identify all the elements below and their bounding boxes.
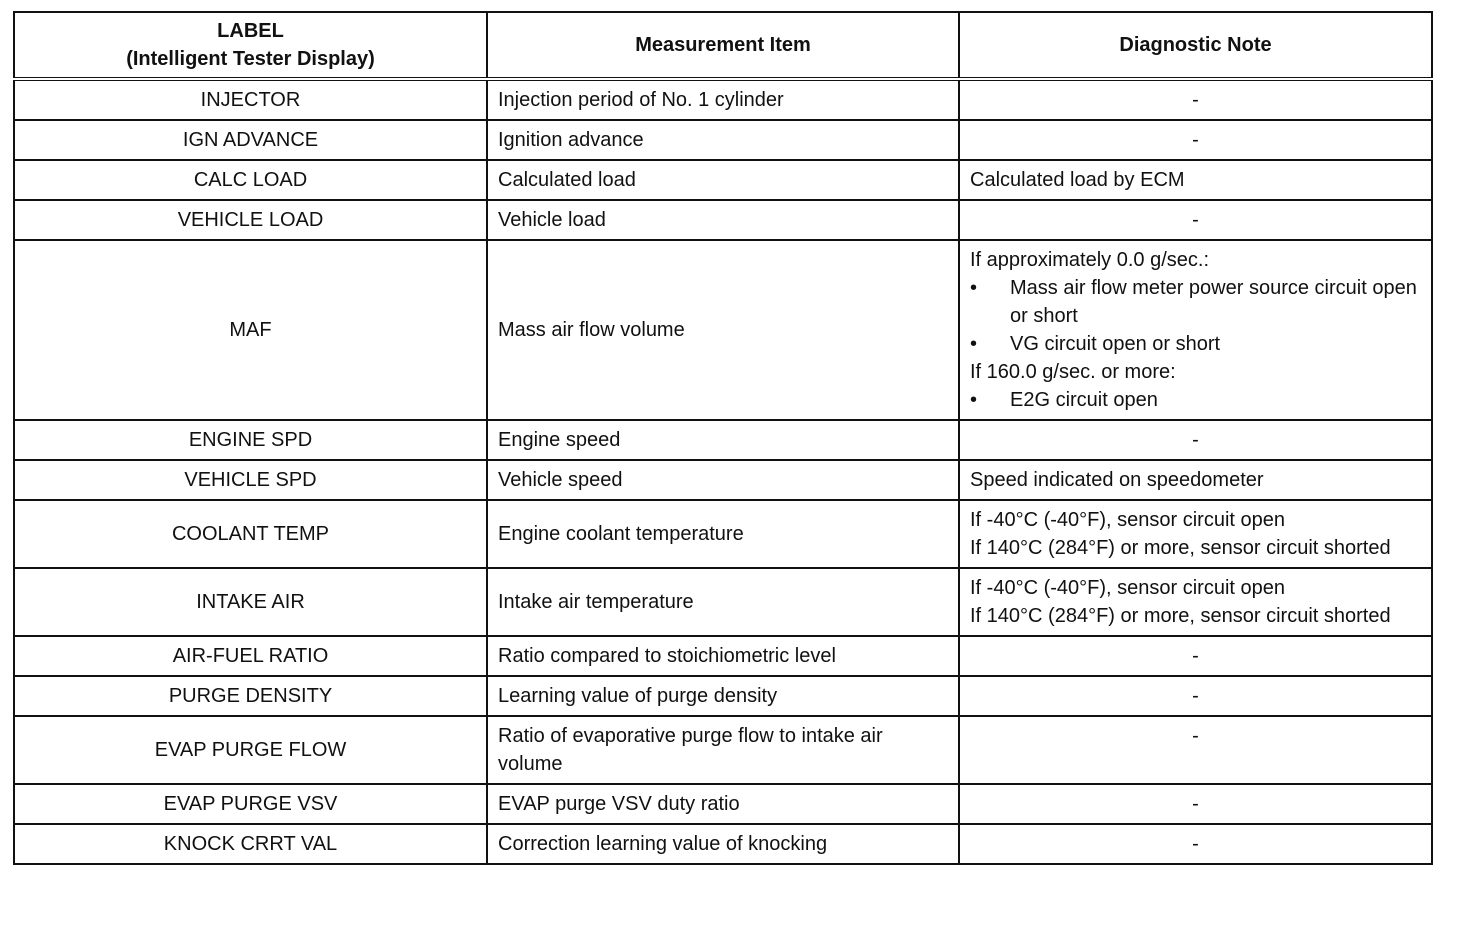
label-cell: EVAP PURGE VSV (14, 784, 487, 824)
label-cell: IGN ADVANCE (14, 120, 487, 160)
note-bullet: • Mass air flow meter power source circuit open or short (970, 274, 1421, 330)
measurement-item-cell: Intake air temperature (487, 568, 959, 636)
label-cell: KNOCK CRRT VAL (14, 824, 487, 864)
table-row (14, 200, 1432, 240)
label-cell: PURGE DENSITY (14, 676, 487, 716)
measurement-item-cell: Engine speed (487, 420, 959, 460)
diagnostic-note-cell (959, 240, 1432, 420)
diagnostic-note-cell: - (959, 420, 1432, 460)
measurement-item-cell: Engine coolant temperature (487, 500, 959, 568)
table-row (14, 500, 1432, 568)
table-row (14, 79, 1432, 120)
label-cell: COOLANT TEMP (14, 500, 487, 568)
measurement-item-cell: Correction learning value of knocking (487, 824, 959, 864)
header-label (14, 12, 487, 79)
table-row (14, 824, 1432, 864)
diagnostic-note-cell (959, 568, 1432, 636)
table-row (14, 420, 1432, 460)
table-row (14, 784, 1432, 824)
note-line: If 140°C (284°F) or more, sensor circuit shorted (970, 605, 1391, 627)
diagnostic-note-cell: Calculated load by ECM (959, 160, 1432, 200)
diagnostic-note-cell: - (959, 79, 1432, 120)
table-body (14, 79, 1432, 864)
header-diagnostic-note: Diagnostic Note (959, 12, 1432, 79)
label-cell: INTAKE AIR (14, 568, 487, 636)
diagnostic-note-cell: - (959, 784, 1432, 824)
label-cell: VEHICLE SPD (14, 460, 487, 500)
diagnostic-data-table (13, 11, 1433, 865)
note-line: If 140°C (284°F) or more, sensor circuit shorted (970, 537, 1391, 559)
diagnostic-note-cell: Speed indicated on speedometer (959, 460, 1432, 500)
label-cell: INJECTOR (14, 79, 487, 120)
measurement-item-cell: Ratio compared to stoichiometric level (487, 636, 959, 676)
header-row (14, 12, 1432, 79)
label-cell: EVAP PURGE FLOW (14, 716, 487, 784)
table-row (14, 568, 1432, 636)
measurement-item-cell: Ratio of evaporative purge flow to intake air volume (487, 716, 959, 784)
measurement-item-cell: Mass air flow volume (487, 240, 959, 420)
table-row (14, 676, 1432, 716)
label-cell: VEHICLE LOAD (14, 200, 487, 240)
measurement-item-cell: Calculated load (487, 160, 959, 200)
diagnostic-note-cell: - (959, 824, 1432, 864)
note-line: If approximately 0.0 g/sec.: (970, 249, 1210, 271)
diagnostic-note-cell (959, 500, 1432, 568)
label-cell: AIR-FUEL RATIO (14, 636, 487, 676)
measurement-item-cell: Ignition advance (487, 120, 959, 160)
measurement-item-cell: Vehicle speed (487, 460, 959, 500)
measurement-item-cell: EVAP purge VSV duty ratio (487, 784, 959, 824)
diagnostic-note-cell: - (959, 716, 1432, 784)
label-cell: ENGINE SPD (14, 420, 487, 460)
header-measurement-item: Measurement Item (487, 12, 959, 79)
header-label-line1: LABEL (217, 20, 284, 42)
diagnostic-note-cell: - (959, 676, 1432, 716)
note-line: If -40°C (-40°F), sensor circuit open (970, 577, 1285, 599)
table-row (14, 716, 1432, 784)
note-line: If -40°C (-40°F), sensor circuit open (970, 509, 1285, 531)
diagnostic-note-cell: - (959, 636, 1432, 676)
measurement-item-cell: Injection period of No. 1 cylinder (487, 79, 959, 120)
note-bullet: • VG circuit open or short (970, 330, 1421, 358)
table-row (14, 460, 1432, 500)
table-row (14, 120, 1432, 160)
diagnostic-note-cell: - (959, 200, 1432, 240)
note-line: If 160.0 g/sec. or more: (970, 361, 1176, 383)
table-row (14, 160, 1432, 200)
measurement-item-cell: Vehicle load (487, 200, 959, 240)
diagnostic-note-cell: - (959, 120, 1432, 160)
table-row (14, 240, 1432, 420)
label-cell: MAF (14, 240, 487, 420)
header-label-line2: (Intelligent Tester Display) (126, 48, 375, 70)
measurement-item-cell: Learning value of purge density (487, 676, 959, 716)
table-row (14, 636, 1432, 676)
note-bullet: • E2G circuit open (970, 386, 1421, 414)
label-cell: CALC LOAD (14, 160, 487, 200)
